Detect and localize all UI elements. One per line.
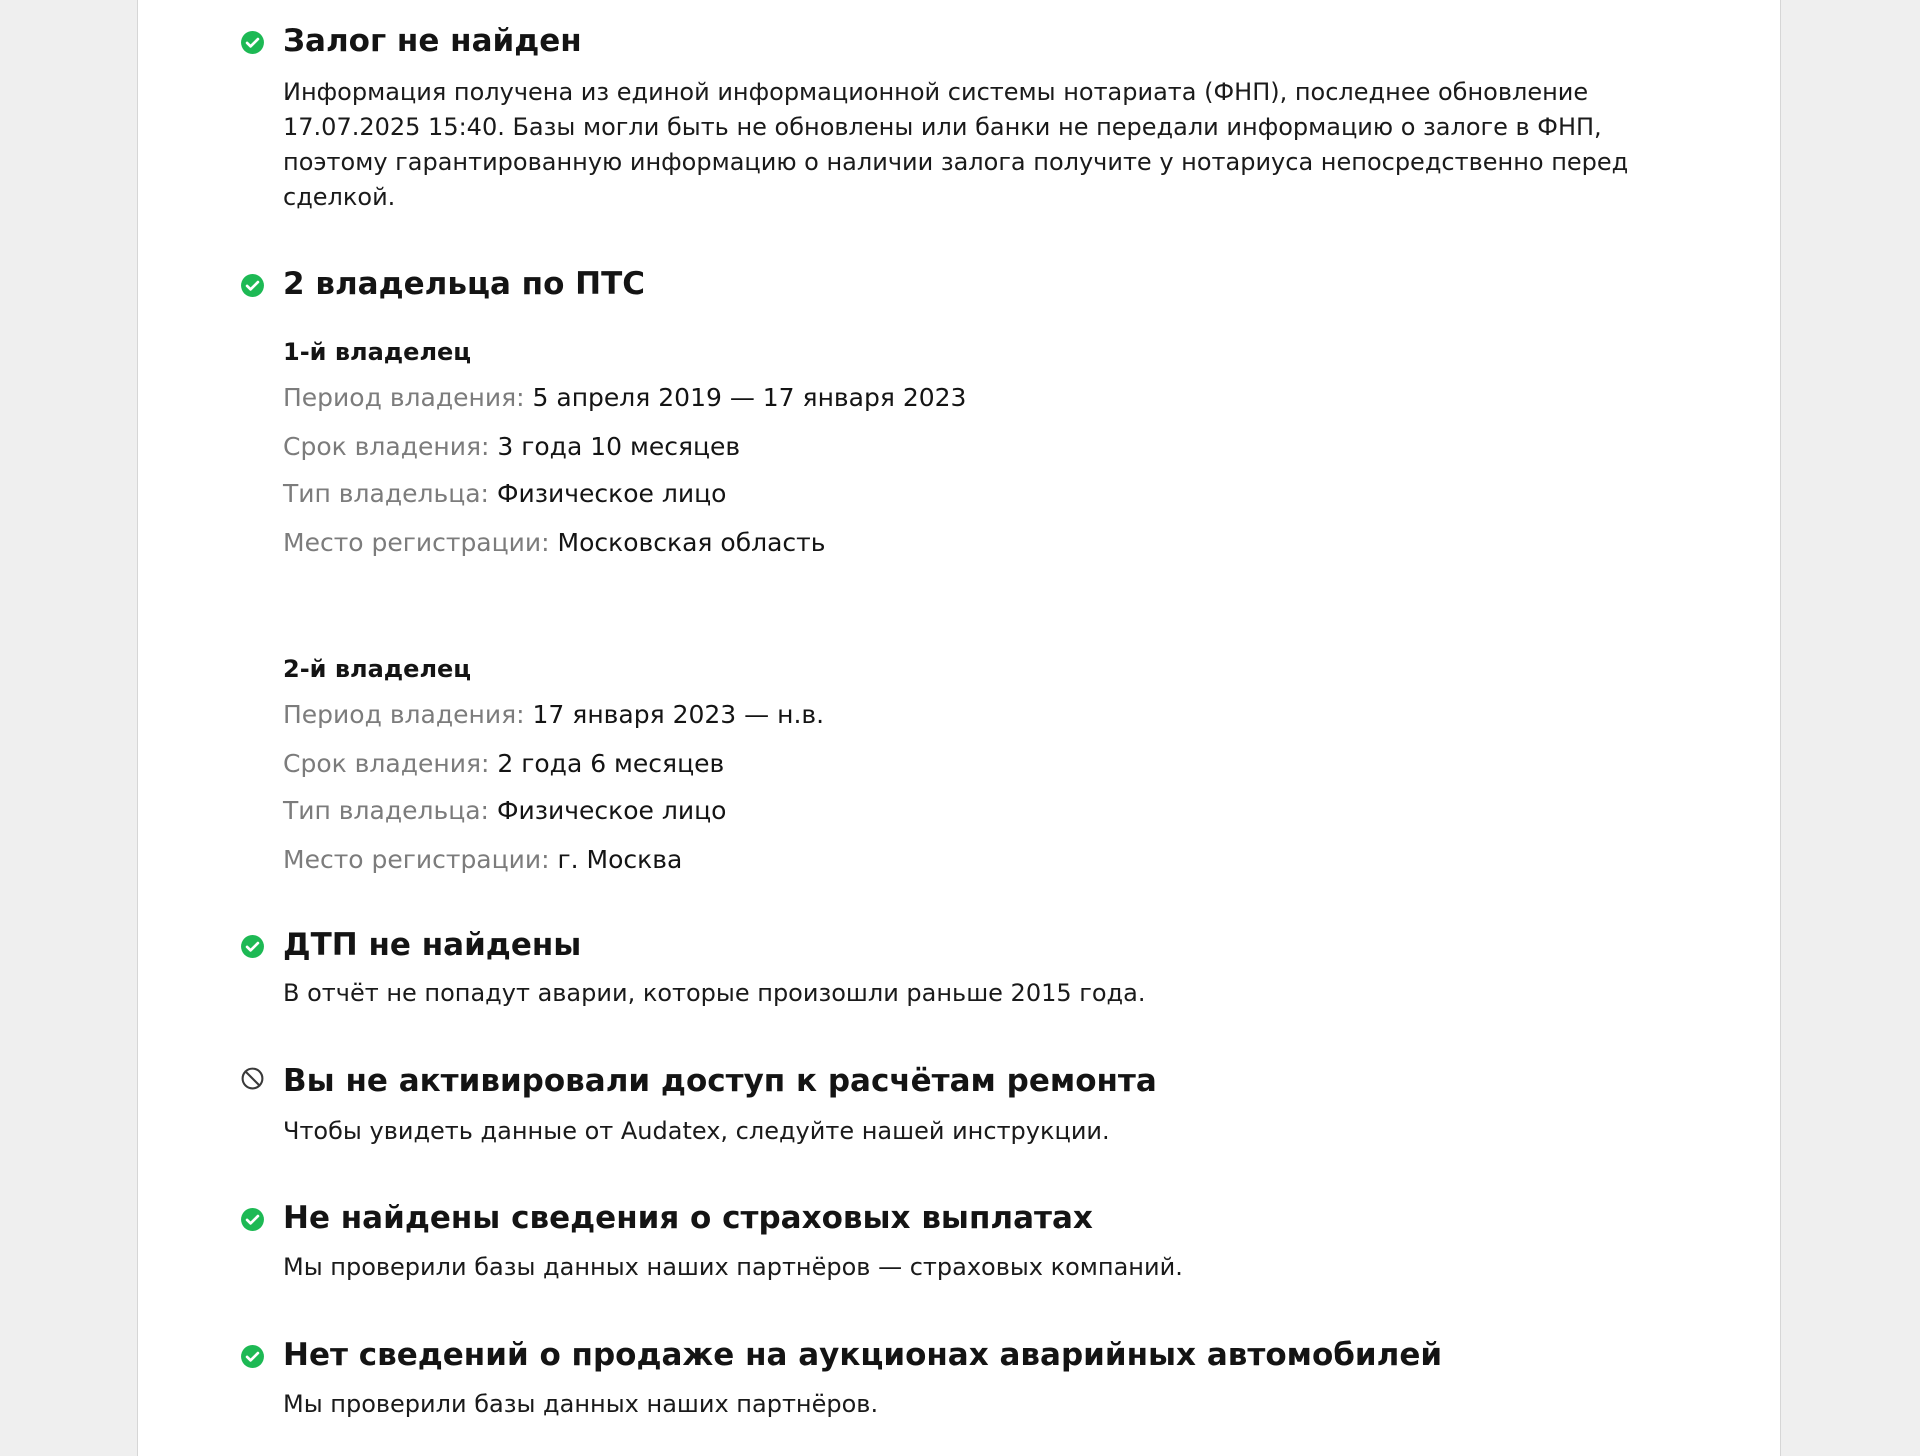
pledge-description: Информация получена из единой информационной системы нотариата (ФНП), последнее обновление 17.07.2025 15:40. Базы могли быть не обновлены или банки не передали информацию о залоге в ФНП, поэтому гарантированную информацию о наличии залога получите у нотариуса непосредственно перед сделкой.: [283, 78, 1629, 211]
owner-duration: [283, 430, 740, 464]
insurance-description: Мы проверили базы данных наших партнёров — страховых компаний.: [283, 1253, 1183, 1281]
check-circle-icon: [240, 273, 265, 298]
field-value: Физическое лицо: [496, 479, 727, 508]
owner-period: [283, 381, 966, 415]
owner-heading: 1-й владелец: [283, 338, 472, 366]
field-label: Место регистрации:: [283, 528, 550, 557]
pledge-title: Залог не найден: [283, 23, 582, 59]
field-label: Период владения:: [283, 700, 525, 729]
check-circle-icon: [240, 1207, 265, 1232]
owner-period: [283, 698, 824, 732]
field-label: Место регистрации:: [283, 845, 550, 874]
check-circle-icon: [240, 30, 265, 55]
report-card: [137, 0, 1781, 1456]
insurance-title: Не найдены сведения о страховых выплатах: [283, 1200, 1093, 1236]
auctions-description: Мы проверили базы данных наших партнёров.: [283, 1390, 879, 1418]
owner-type: [283, 477, 726, 511]
field-value: 5 апреля 2019 — 17 января 2023: [532, 383, 967, 412]
owner-region: [283, 843, 682, 877]
owner-duration: [283, 747, 724, 781]
field-value: Физическое лицо: [496, 796, 727, 825]
no-access-icon: [240, 1066, 265, 1091]
check-circle-icon: [240, 934, 265, 959]
field-label: Срок владения:: [283, 432, 490, 461]
field-value: г. Москва: [557, 845, 683, 874]
auctions-title: Нет сведений о продаже на аукционах аварийных автомобилей: [283, 1337, 1443, 1373]
field-value: 2 года 6 месяцев: [497, 749, 725, 778]
repairs-title: Вы не активировали доступ к расчётам ремонта: [283, 1063, 1157, 1099]
field-label: Тип владельца:: [283, 796, 489, 825]
field-value: Московская область: [557, 528, 826, 557]
field-label: Тип владельца:: [283, 479, 489, 508]
field-label: Период владения:: [283, 383, 525, 412]
owner-heading: 2-й владелец: [283, 655, 472, 683]
accidents-title: ДТП не найдены: [283, 927, 582, 963]
check-circle-icon: [240, 1344, 265, 1369]
repairs-description: Чтобы увидеть данные от Audatex, следуйте нашей инструкции.: [283, 1117, 1110, 1145]
field-value: 17 января 2023 — н.в.: [532, 700, 825, 729]
field-label: Срок владения:: [283, 749, 490, 778]
field-value: 3 года 10 месяцев: [497, 432, 741, 461]
owner-type: [283, 794, 726, 828]
owner-region: [283, 526, 825, 560]
accidents-description: В отчёт не попадут аварии, которые произошли раньше 2015 года.: [283, 979, 1146, 1007]
owners-title: 2 владельца по ПТС: [283, 266, 646, 302]
